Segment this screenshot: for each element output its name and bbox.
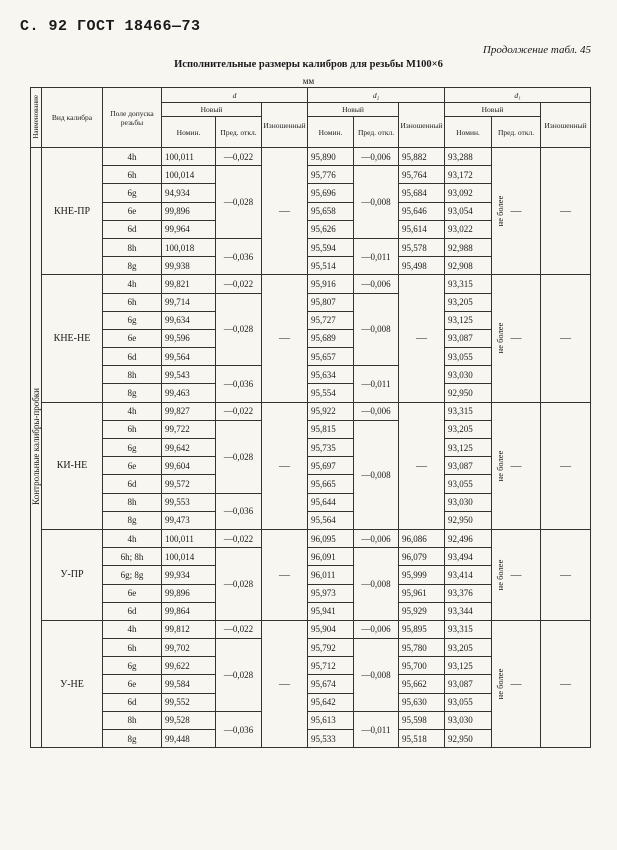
tolerance-field-cell: 8h [103,493,162,511]
d2-nominal-cell: 96,011 [308,566,354,584]
tolerance-field-cell: 6g [103,184,162,202]
header-d2-deviation: Пред. откл. [354,117,399,148]
group-label-cell: Контрольные калибры-пробки [31,148,42,748]
header-d-worn: Изношенный [262,103,308,148]
tolerance-field-cell: 6d [103,475,162,493]
d1-nominal-cell: 93,055 [445,693,492,711]
header-d1-nominal: Номин. [445,117,492,148]
d1-nominal-cell: 92,988 [445,238,492,256]
d2-worn-cell: 95,578 [399,238,445,256]
d2-deviation-cell: —0,006 [354,275,399,293]
d-deviation-cell: —0,028 [216,420,262,493]
tolerance-field-cell: 8g [103,257,162,275]
d2-deviation-cell: —0,006 [354,620,399,638]
header-d2-worn: Изношенный [399,103,445,148]
d2-nominal-cell: 95,564 [308,511,354,529]
d2-worn-cell: 95,929 [399,602,445,620]
d2-nominal-cell: 95,735 [308,439,354,457]
d-nominal-cell: 99,552 [162,693,216,711]
tolerance-field-cell: 6e [103,202,162,220]
tolerance-field-cell: 6g [103,439,162,457]
d2-nominal-cell: 95,922 [308,402,354,420]
d2-nominal-cell: 95,613 [308,711,354,729]
d-deviation-cell: —0,028 [216,166,262,239]
d1-nominal-cell: 93,494 [445,548,492,566]
tolerance-field-cell: 4h [103,529,162,547]
header-naimenovanie: Наименование [31,88,42,148]
d1-nominal-cell: 93,055 [445,348,492,366]
d2-nominal-cell: 96,091 [308,548,354,566]
tolerance-field-cell: 6e [103,329,162,347]
d2-nominal-cell: 95,697 [308,457,354,475]
d2-worn-cell: 95,895 [399,620,445,638]
d-nominal-cell: 99,714 [162,293,216,311]
d-nominal-cell: 99,564 [162,348,216,366]
tolerance-field-cell: 6d [103,602,162,620]
d2-deviation-cell: —0,011 [354,238,399,274]
table-row [31,148,591,166]
tolerance-field-cell: 6h [103,420,162,438]
d-nominal-cell: 99,596 [162,329,216,347]
d-nominal-cell: 99,622 [162,657,216,675]
d2-worn-cell: 95,780 [399,639,445,657]
d-nominal-cell: 99,896 [162,584,216,602]
continuation-note: Продолжение табл. 45 [482,44,591,56]
d2-deviation-cell: —0,008 [354,293,399,366]
d2-nominal-cell: 95,626 [308,220,354,238]
d2-nominal-cell: 95,904 [308,620,354,638]
d2-deviation-cell: —0,008 [354,548,399,621]
d2-worn-cell: 96,079 [399,548,445,566]
tolerance-field-cell: 6d [103,348,162,366]
d-nominal-cell: 99,463 [162,384,216,402]
d1-nominal-cell: 93,172 [445,166,492,184]
d2-deviation-cell: —0,008 [354,420,399,529]
tolerance-field-cell: 8h [103,366,162,384]
d-nominal-cell: 99,473 [162,511,216,529]
d-nominal-cell: 99,812 [162,620,216,638]
d1-worn-cell: — [541,620,591,747]
d2-deviation-cell: —0,008 [354,639,399,712]
header-d-deviation: Пред. откл. [216,117,262,148]
table-row [31,275,591,293]
header-d2: d₂ [308,88,445,103]
d-nominal-cell: 99,722 [162,420,216,438]
d1-nominal-cell: 93,055 [445,475,492,493]
d2-worn-cell: 95,662 [399,675,445,693]
d1-nominal-cell: 93,125 [445,311,492,329]
d2-nominal-cell: 96,095 [308,529,354,547]
d1-nominal-cell: 93,205 [445,293,492,311]
d2-nominal-cell: 95,634 [308,366,354,384]
d2-nominal-cell: 95,712 [308,657,354,675]
d-nominal-cell: 100,014 [162,548,216,566]
d1-nominal-cell: 93,315 [445,275,492,293]
d-nominal-cell: 100,018 [162,238,216,256]
tolerance-field-cell: 6d [103,220,162,238]
d-nominal-cell: 99,702 [162,639,216,657]
d1-nominal-cell: 93,205 [445,639,492,657]
d-worn-cell: — [262,620,308,747]
d1-nominal-cell: 93,125 [445,439,492,457]
tolerance-field-cell: 8g [103,511,162,529]
d-worn-cell: — [262,148,308,275]
d1-nominal-cell: 93,087 [445,675,492,693]
tolerance-field-cell: 8g [103,384,162,402]
d2-nominal-cell: 95,776 [308,166,354,184]
d-deviation-cell: —0,022 [216,529,262,547]
header-d: d [162,88,308,103]
tolerance-field-cell: 6e [103,457,162,475]
header-gauge-type: Вид калибра [42,88,103,148]
d2-nominal-cell: 95,642 [308,693,354,711]
tolerance-field-cell: 8h [103,711,162,729]
tolerance-field-cell: 4h [103,275,162,293]
d1-worn-cell: — [541,402,591,529]
tolerance-field-cell: 6d [103,693,162,711]
d2-nominal-cell: 95,514 [308,257,354,275]
d-deviation-cell: —0,036 [216,493,262,529]
header-d1-deviation: Пред. откл. [492,117,541,148]
d2-worn-cell: 95,498 [399,257,445,275]
tolerance-field-cell: 6e [103,675,162,693]
d-nominal-cell: 99,864 [162,602,216,620]
d1-nominal-cell: 93,288 [445,148,492,166]
d-nominal-cell: 100,011 [162,529,216,547]
d2-nominal-cell: 95,554 [308,384,354,402]
d2-nominal-cell: 95,594 [308,238,354,256]
d-nominal-cell: 99,634 [162,311,216,329]
d2-nominal-cell: 95,658 [308,202,354,220]
d1-worn-cell: — [541,275,591,402]
d2-nominal-cell: 95,696 [308,184,354,202]
d2-deviation-cell: —0,011 [354,711,399,747]
d-nominal-cell: 99,821 [162,275,216,293]
table-row [31,620,591,638]
page-reference: С. 92 ГОСТ 18466—73 [20,18,201,35]
d-deviation-cell: —0,022 [216,620,262,638]
d1-nominal-cell: 93,030 [445,366,492,384]
header-d1: d₁ [445,88,591,103]
d2-worn-cell: 95,614 [399,220,445,238]
gauge-type-cell: КНЕ-ПР [42,148,103,275]
d2-nominal-cell: 95,727 [308,311,354,329]
tolerance-field-cell: 6g [103,657,162,675]
tolerance-field-cell: 6g; 8g [103,566,162,584]
d-nominal-cell: 99,553 [162,493,216,511]
gauge-type-cell: У-ПР [42,529,103,620]
d2-worn-cell: — [399,402,445,529]
d-nominal-cell: 99,827 [162,402,216,420]
d1-nominal-cell: 93,414 [445,566,492,584]
d1-nominal-cell: 93,087 [445,457,492,475]
d-deviation-cell: —0,028 [216,639,262,712]
d1-nominal-cell: 92,950 [445,730,492,748]
table-body [31,148,591,748]
header-d2-nominal: Номин. [308,117,354,148]
d2-nominal-cell: 95,807 [308,293,354,311]
d1-nominal-cell: 93,376 [445,584,492,602]
gauge-dimensions-table [30,87,591,748]
d-deviation-cell: —0,022 [216,148,262,166]
d1-nominal-cell: 92,950 [445,511,492,529]
d2-deviation-cell: —0,006 [354,148,399,166]
tolerance-field-cell: 6g [103,311,162,329]
header-d1-worn: Изношенный [541,103,591,148]
d-nominal-cell: 99,934 [162,566,216,584]
d-nominal-cell: 99,584 [162,675,216,693]
d-deviation-cell: —0,036 [216,238,262,274]
d-nominal-cell: 99,938 [162,257,216,275]
d2-deviation-cell: —0,008 [354,166,399,239]
d2-nominal-cell: 95,890 [308,148,354,166]
header-d-new: Новый [162,103,262,117]
d2-worn-cell: — [399,275,445,402]
d-nominal-cell: 99,528 [162,711,216,729]
header-d-nominal: Номин. [162,117,216,148]
d1-note-cell: не более — [492,275,541,402]
d2-worn-cell: 95,630 [399,693,445,711]
gauge-type-cell: У-НЕ [42,620,103,747]
d1-nominal-cell: 93,022 [445,220,492,238]
d-deviation-cell: —0,028 [216,293,262,366]
d1-note-cell: не более — [492,620,541,747]
d-nominal-cell: 99,896 [162,202,216,220]
d1-nominal-cell: 93,087 [445,329,492,347]
units-label: мм [302,76,315,86]
tolerance-field-cell: 4h [103,402,162,420]
d1-note-cell: не более — [492,148,541,275]
d-deviation-cell: —0,036 [216,711,262,747]
d2-deviation-cell: —0,011 [354,366,399,402]
d1-nominal-cell: 93,344 [445,602,492,620]
tolerance-field-cell: 6h [103,166,162,184]
d-deviation-cell: —0,022 [216,275,262,293]
tolerance-field-cell: 6e [103,584,162,602]
d-nominal-cell: 99,448 [162,730,216,748]
d1-nominal-cell: 93,030 [445,493,492,511]
gauge-type-cell: КНЕ-НЕ [42,275,103,402]
tolerance-field-cell: 6h [103,293,162,311]
table-row [31,529,591,547]
gauge-type-cell: КИ-НЕ [42,402,103,529]
header-d2-new: Новый [308,103,399,117]
d-nominal-cell: 99,604 [162,457,216,475]
tolerance-field-cell: 8g [103,730,162,748]
d2-nominal-cell: 95,689 [308,329,354,347]
d-nominal-cell: 99,543 [162,366,216,384]
d2-worn-cell: 95,961 [399,584,445,602]
d2-nominal-cell: 95,792 [308,639,354,657]
d2-nominal-cell: 95,815 [308,420,354,438]
d2-worn-cell: 95,764 [399,166,445,184]
d1-worn-cell: — [541,148,591,275]
d1-nominal-cell: 93,315 [445,402,492,420]
tolerance-field-cell: 4h [103,620,162,638]
tolerance-field-cell: 8h [103,238,162,256]
d-deviation-cell: —0,022 [216,402,262,420]
d2-worn-cell: 95,882 [399,148,445,166]
tolerance-field-cell: 6h [103,639,162,657]
d2-worn-cell: 95,684 [399,184,445,202]
d1-nominal-cell: 92,950 [445,384,492,402]
d-worn-cell: — [262,275,308,402]
table-row [31,402,591,420]
header-tolerance-field: Поле допуска резьбы [103,88,162,148]
d-nominal-cell: 99,642 [162,439,216,457]
d2-worn-cell: 95,518 [399,730,445,748]
d-worn-cell: — [262,529,308,620]
table-title: Исполнительные размеры калибров для резьбы M100×6 [174,59,443,70]
d2-nominal-cell: 95,916 [308,275,354,293]
tolerance-field-cell: 6h; 8h [103,548,162,566]
d-nominal-cell: 100,014 [162,166,216,184]
d2-deviation-cell: —0,006 [354,529,399,547]
d-nominal-cell: 99,964 [162,220,216,238]
d-worn-cell: — [262,402,308,529]
d2-worn-cell: 96,086 [399,529,445,547]
d1-nominal-cell: 93,030 [445,711,492,729]
d1-worn-cell: — [541,529,591,620]
d-nominal-cell: 100,011 [162,148,216,166]
d2-nominal-cell: 95,674 [308,675,354,693]
d1-nominal-cell: 93,315 [445,620,492,638]
d-nominal-cell: 94,934 [162,184,216,202]
d1-nominal-cell: 93,092 [445,184,492,202]
d1-nominal-cell: 93,054 [445,202,492,220]
d2-nominal-cell: 95,665 [308,475,354,493]
header-d1-new: Новый [445,103,541,117]
d2-nominal-cell: 95,533 [308,730,354,748]
d-deviation-cell: —0,036 [216,366,262,402]
d2-nominal-cell: 95,644 [308,493,354,511]
d1-nominal-cell: 93,205 [445,420,492,438]
d2-deviation-cell: —0,006 [354,402,399,420]
d-deviation-cell: —0,028 [216,548,262,621]
d2-worn-cell: 95,999 [399,566,445,584]
d2-nominal-cell: 95,657 [308,348,354,366]
d2-worn-cell: 95,646 [399,202,445,220]
d1-nominal-cell: 92,496 [445,529,492,547]
d1-nominal-cell: 92,908 [445,257,492,275]
d2-worn-cell: 95,700 [399,657,445,675]
d2-nominal-cell: 95,973 [308,584,354,602]
d2-nominal-cell: 95,941 [308,602,354,620]
d-nominal-cell: 99,572 [162,475,216,493]
d1-nominal-cell: 93,125 [445,657,492,675]
d1-note-cell: не более — [492,402,541,529]
d1-note-cell: не более — [492,529,541,620]
tolerance-field-cell: 4h [103,148,162,166]
d2-worn-cell: 95,598 [399,711,445,729]
